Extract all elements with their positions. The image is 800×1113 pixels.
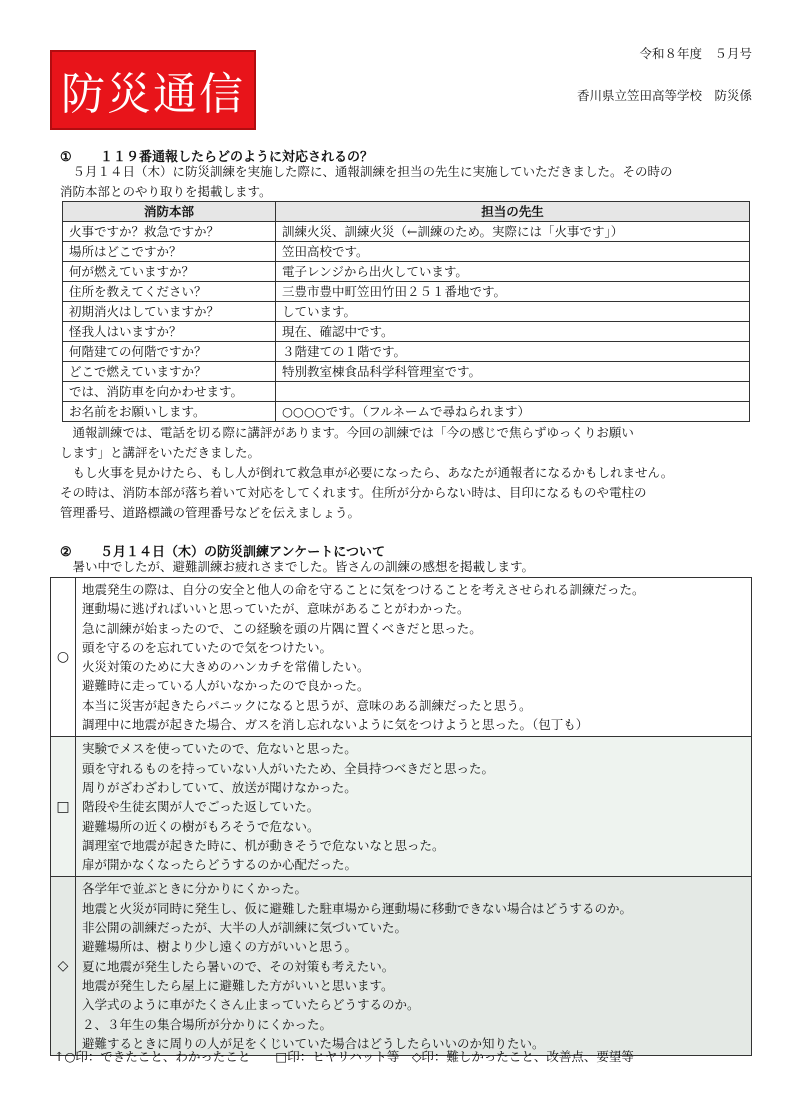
survey-comment: 実験でメスを使っていたので、危ないと思った。 — [82, 741, 357, 757]
survey-mark: ◇ — [51, 877, 76, 1056]
survey-mark: □ — [51, 737, 76, 877]
teacher-cell: 電子レンジから出火しています。 — [276, 262, 750, 282]
table-row — [63, 322, 750, 342]
fire-dept-cell: 火事ですか？救急ですか？ — [63, 222, 276, 242]
survey-comment: ２、３年生の集合場所が分かりにくかった。 — [82, 1016, 333, 1032]
section1-after-line: 管理番号、道路標識の管理番号などを伝えましょう。 — [60, 505, 361, 520]
section1-after-line: します」と講評をいただきました。 — [60, 445, 261, 460]
fire-dept-cell: 場所はどこですか？ — [63, 242, 276, 262]
survey-comment: 扉が開かなくなったらどうするのか心配だった。 — [82, 857, 358, 873]
teacher-cell: 現在、確認中です。 — [276, 322, 750, 342]
survey-comment: 避難場所は、樹より少し遠くの方がいいと思う。 — [82, 939, 358, 955]
survey-comment: 避難時に走っている人がいなかったので良かった。 — [82, 678, 370, 694]
survey-comments — [76, 877, 752, 1056]
teacher-cell: ○○○○です。（フルネームで尋ねられます） — [276, 402, 750, 422]
section2-intro-line: 暑い中でしたが、避難訓練お疲れさまでした。皆さんの訓練の感想を掲載します。 — [72, 559, 535, 574]
table-row — [63, 302, 750, 322]
section1-after-line: 通報訓練では、電話を切る際に講評があります。今回の訓練では「今の感じで焦らずゆっくりお願い — [72, 425, 634, 440]
survey-comment: 運動場に逃げればいいと思っていたが、意味があることがわかった。 — [82, 601, 470, 617]
survey-body — [51, 578, 752, 1056]
call-dialog-table — [62, 201, 750, 422]
survey-comment: 調理中に地震が起きた場合、ガスを消し忘れないように気をつけようと思った。（包丁も） — [82, 717, 589, 733]
table-row — [63, 382, 750, 402]
table-row — [63, 242, 750, 262]
survey-group — [51, 877, 752, 1056]
survey-group — [51, 737, 752, 877]
fire-dept-cell: では、消防車を向かわせます。 — [63, 382, 276, 402]
survey-comment: 急に訓練が始まったので、この経験を頭の片隅に置くべきだと思った。 — [82, 620, 482, 636]
fire-dept-cell: 住所を教えてください？ — [63, 282, 276, 302]
survey-comments — [76, 737, 752, 877]
issue-date: 令和８年度 ５月号 — [639, 46, 752, 61]
survey-comment: 頭を守るのを忘れていたので気をつけたい。 — [82, 639, 333, 655]
table-row — [63, 282, 750, 302]
dialog-body — [63, 222, 750, 422]
teacher-cell: 笠田高校です。 — [276, 242, 750, 262]
survey-comment: 避難場所の近くの樹がもろそうで危ない。 — [82, 818, 320, 834]
fire-dept-cell: 何階建ての何階ですか？ — [63, 342, 276, 362]
table-row — [63, 402, 750, 422]
survey-comment: 地震発生の際は、自分の安全と他人の命を守ることに気をつけることを考えさせられる訓練だった。 — [82, 582, 645, 597]
survey-mark: ○ — [51, 578, 76, 737]
fire-dept-cell: 何が燃えていますか？ — [63, 262, 276, 282]
survey-comment: 避難するときに周りの人が足をくじいていた場合はどうしたらいいのか知りたい。 — [82, 1035, 545, 1051]
fire-dept-cell: どこで燃えていますか？ — [63, 362, 276, 382]
table-row — [63, 262, 750, 282]
survey-comment: 各学年で並ぶときに分かりにくかった。 — [82, 881, 308, 897]
survey-comment: 調理室で地震が起きた時に、机が動きそうで危ないなと思った。 — [82, 837, 445, 853]
teacher-cell: 訓練火災、訓練火災（←訓練のため。実際には「火事です」） — [276, 222, 750, 242]
survey-comment: 入学式のように車がたくさん止まっていたらどうするのか。 — [82, 997, 420, 1013]
title-banner — [50, 50, 256, 130]
survey-table — [50, 577, 752, 1056]
teacher-cell: 特別教室棟食品科学科管理室です。 — [276, 362, 750, 382]
teacher-cell: ３階建ての１階です。 — [276, 342, 750, 362]
header-fire-dept: 消防本部 — [63, 202, 276, 222]
survey-comment: 夏に地震が発生したら暑いので、その対策も考えたい。 — [82, 958, 395, 974]
section1-intro-line: ５月１４日（木）に防災訓練を実施した際に、通報訓練を担当の先生に実施していただきました。その時の — [72, 164, 673, 179]
fire-dept-cell: 初期消火はしていますか？ — [63, 302, 276, 322]
table-row — [63, 222, 750, 242]
section1-after-line: その時は、消防本部が落ち着いて対応をしてくれます。住所が分からない時は、目印になるものや電柱の — [60, 485, 647, 500]
legend: ↑○印：できたこと、わかったこと □印：ヒヤリハット等 ◇印：難しかったこと、改善点、要望等 — [54, 1049, 634, 1064]
section1-number: ① — [60, 150, 72, 165]
table-header-row — [63, 202, 750, 222]
section2-title: ５月１４日（木）の防災訓練アンケートについて — [100, 545, 385, 560]
banner-title: 防災通信 — [61, 69, 245, 120]
section1-after-line: もし火事を見かけたら、もし人が倒れて救急車が必要になったら、あなたが通報者になるかもしれません。 — [72, 465, 674, 480]
survey-comment: 地震が発生したら屋上に避難した方がいいと思います。 — [82, 977, 394, 993]
teacher-cell: 三豊市豊中町笠田竹田２５１番地です。 — [276, 282, 750, 302]
survey-comment: 頭を守れるものを持っていない人がいたため、全員持つべきだと思った。 — [82, 760, 495, 776]
survey-comments — [76, 578, 752, 737]
teacher-cell — [276, 382, 750, 402]
survey-comment: 周りがざわざわしていて、放送が聞けなかった。 — [82, 779, 357, 795]
survey-comment: 火災対策のために大きめのハンカチを常備したい。 — [82, 659, 370, 675]
table-row — [63, 342, 750, 362]
section1-after — [60, 423, 752, 523]
section1-intro-line: 消防本部とのやり取りを掲載します。 — [60, 184, 272, 199]
header-teacher: 担当の先生 — [276, 202, 750, 222]
section2-intro — [60, 557, 752, 577]
fire-dept-cell: 怪我人はいますか？ — [63, 322, 276, 342]
survey-comment: 非公開の訓練だったが、大半の人が訓練に気づいていた。 — [82, 920, 408, 936]
section2-number: ② — [60, 545, 72, 560]
section1-title: １１９番通報したらどのように対応されるの？ — [100, 150, 374, 165]
fire-dept-cell: お名前をお願いします。 — [63, 402, 276, 422]
teacher-cell: しています。 — [276, 302, 750, 322]
survey-comment: 階段や生徒玄関が人でごった返していた。 — [82, 799, 320, 815]
section1-intro — [60, 162, 752, 202]
table-row — [63, 362, 750, 382]
survey-comment: 地震と火災が同時に発生し、仮に避難した駐車場から運動場に移動できない場合はどうするのか。 — [82, 900, 633, 916]
survey-comment: 本当に災害が起きたらパニックになると思うが、意味のある訓練だったと思う。 — [82, 697, 532, 713]
survey-group — [51, 578, 752, 737]
school-name: 香川県立笠田高等学校 防災係 — [576, 88, 752, 103]
